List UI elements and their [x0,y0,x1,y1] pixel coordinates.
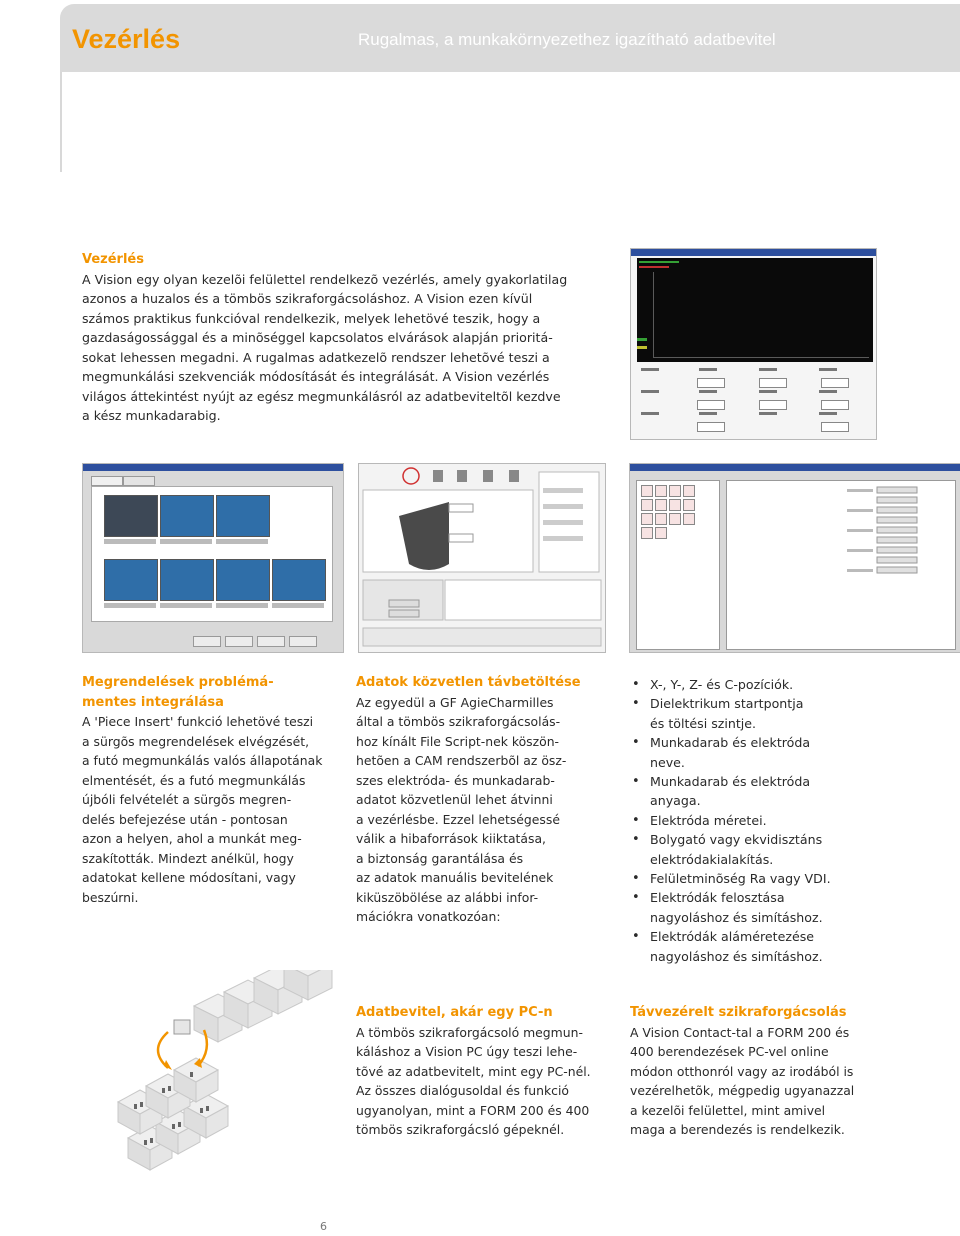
body-line: szakították. Mindezt anélkül, hogy [82,850,294,866]
body-line: káláshoz a Vision PC úgy teszi lehe- [356,1044,578,1059]
body-line: kiküszöbölése az alábbi infor- [356,889,539,905]
body-line: hetõen a CAM rendszerbõl az ösz- [356,753,567,768]
dialog-button[interactable] [225,636,253,647]
section-heading: Adatok közvetlen távbetöltése [356,675,581,690]
list-item: • Bolygató vagy ekvidisztáns elektródakialakítás. [630,830,940,869]
page-subtitle: Rugalmas, a munkakörnyezethez igazítható adatbevitel [358,30,776,49]
function-icon-panel [636,480,720,650]
list-item: • Dielektrikum startpontja és töltési szintje. [630,694,940,733]
piece-insert-screenshot [82,463,344,653]
modular-blocks-graphic [108,970,338,1180]
body-line: a vezérlésbe. Ezzel lehetségessé [356,811,560,827]
dialog-button[interactable] [257,636,285,647]
list-item: • Elektróda méretei. [630,811,940,830]
intro-line: gazdaságossággal és a minõséggel kapcsolatos elvárások alapján prioritá- [82,330,553,345]
body-line: A tömbös szikraforgácsoló megmun- [356,1024,583,1040]
dialog-button[interactable] [289,636,317,647]
body-line: tömbös szikraforgácsló gépeknél. [356,1122,565,1137]
body-line: Az egyedül a GF AgieCharmilles [356,694,554,710]
intro-heading: Vezérlés [82,252,144,267]
window-titlebar [630,464,960,471]
page-number: 6 [320,1220,327,1233]
process-graph [637,258,873,362]
list-item: • X-, Y-, Z- és C-pozíciók. [630,675,940,694]
body-line: Az összes dialógusoldal és funkció [356,1083,569,1098]
thumbnail-pane [91,486,333,622]
section-heading: Adatbevitel, akár egy PC-n [356,1005,553,1020]
body-line: a futó megmunkálás valós állapotának [82,753,323,768]
pc-input-section [356,1003,616,1140]
intro-line: a kész munkadarabig. [82,408,221,423]
list-item: • Munkadarab és elektróda anyaga. [630,772,940,811]
body-line: módon otthonról vagy az irodából is [630,1063,854,1079]
body-line: a sürgõs megrendelések elvégzését, [82,733,310,749]
intro-line: A Vision egy olyan kezelõi felülettel rendelkezõ vezérlés, amely gyakorlatilag [82,271,568,287]
intro-line: világos áttekintést nyújt az egész megmunkálásról az adatbeviteltõl kezdve [82,388,561,404]
body-line: a kezelõi felülettel, mint amivel [630,1102,826,1118]
electrode-setup-drawing [359,464,605,652]
section-heading: mentes integrálása [82,694,224,710]
list-item: • Felületminõség Ra vagy VDI. [630,869,940,888]
body-line: A 'Piece Insert' funkció lehetövé teszi [82,714,314,729]
body-line: 400 berendezések PC-vel online [630,1044,829,1059]
electrode-setup-screenshot [358,463,606,653]
window-titlebar [83,464,343,471]
body-line: mációkra vonatkozóan: [356,909,501,924]
body-line: ugyanolyan, mint a FORM 200 és 400 [356,1102,590,1118]
body-line: tõvé az adatbevitelt, mint egy PC-nél. [356,1063,591,1079]
page-title: Vezérlés [72,24,181,54]
body-line: adatokat kellene módosítani, vagy [82,870,296,885]
body-line: szes elektróda- és munkadarab- [356,772,555,788]
body-line: adatot közvetlenül lehet átvinni [356,792,553,807]
intro-line: számos praktikus funkcióval rendelkezik, melyek lehetövé teszik, hogy a [82,310,541,326]
file-script-screenshot [629,463,960,653]
body-line: a biztonság garantálása és [356,850,524,866]
header-divider [60,72,62,172]
parameter-grid [637,366,873,436]
body-line: elmentését, és a futó megmunkálás [82,772,306,788]
list-item: • Elektródák felosztása nagyoláshoz és simításhoz. [630,888,940,927]
intro-section [82,250,572,426]
body-line: delés befejezése után - pontosan [82,811,288,827]
body-line: beszúrni. [82,889,139,905]
body-line: A Vision Contact-tal a FORM 200 és [630,1024,850,1040]
monitor-screenshot [630,248,877,440]
intro-line: azonos a huzalos és a tömbös szikraforgácsoláshoz. A Vision ezen kívül [82,291,533,306]
intro-line: sokat lehessen megadni. A rugalmas adatkezelõ rendszer lehetõvé teszi a [82,349,550,365]
remote-control-section [630,1003,910,1140]
section-heading: Távvezérelt szikraforgácsolás [630,1005,847,1020]
body-line: vezérelhetõk, mégpedig ugyanazzal [630,1083,855,1098]
section-heading: Megrendelések problémá- [82,675,274,690]
body-line: azon a helyen, ahol a munkát meg- [82,831,302,846]
body-line: újbóli felvételét a sürgõs megren- [82,792,292,807]
body-line: által a tömbös szikraforgácsolás- [356,714,561,729]
body-line: válik a hibaforrások kiiktatása, [356,831,546,846]
integration-section [82,673,337,907]
body-line: hoz kínált File Script-nek köszön- [356,733,560,749]
body-line: maga a berendezés is rendelkezik. [630,1122,845,1137]
intro-line: megmunkálási szekvenciák módosítását és integrálását. A Vision vezérlés [82,369,550,384]
list-item: • Elektródák aláméretezése nagyoláshoz és simításhoz. [630,927,940,966]
data-items-list [630,675,940,966]
list-item: • Munkadarab és elektróda neve. [630,733,940,772]
body-line: az adatok manuális bevitelének [356,870,554,885]
remote-loading-section [356,673,611,927]
dialog-button[interactable] [193,636,221,647]
window-titlebar [631,249,876,256]
data-field-panel [726,480,956,650]
